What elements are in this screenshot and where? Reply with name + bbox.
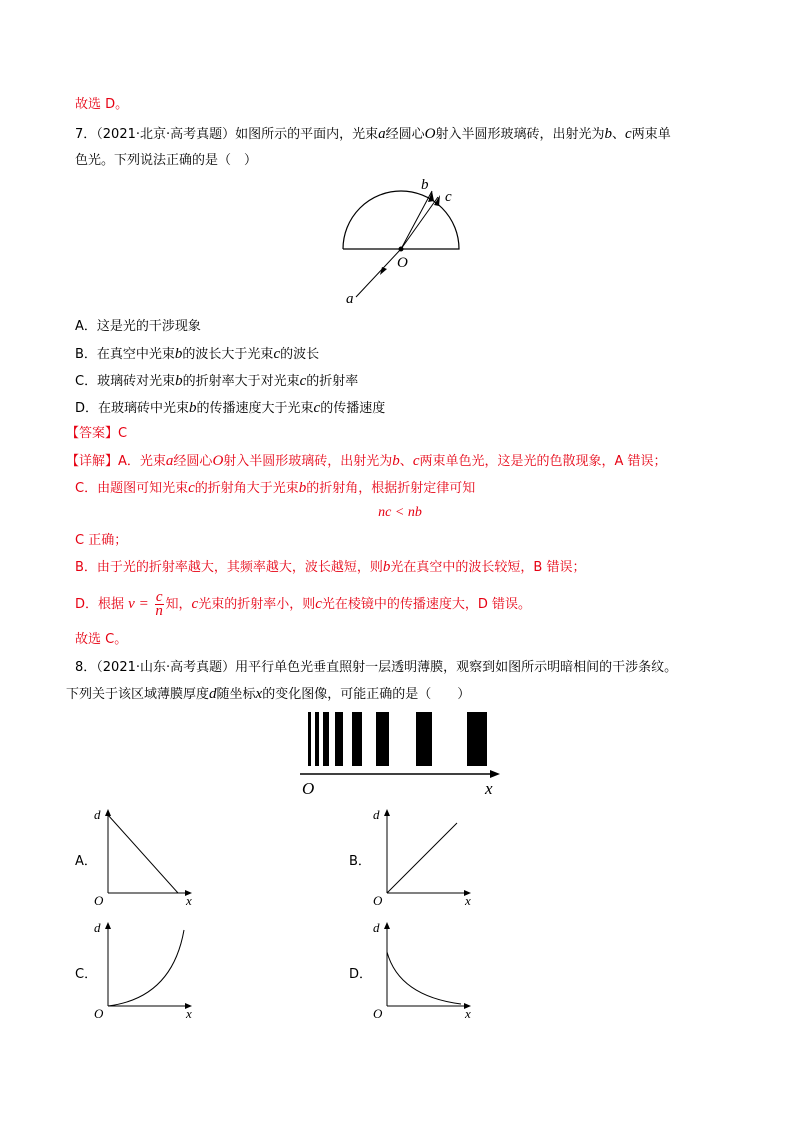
detail-label: 【详解】	[66, 454, 119, 469]
detail-text: 、	[399, 454, 413, 469]
q7-stem-text: 如图所示的平面内，光束	[235, 127, 379, 142]
prev-conclusion: 故选 D。	[75, 97, 129, 112]
fringe	[416, 712, 432, 766]
var-b: b	[392, 453, 400, 469]
ray-b	[401, 191, 432, 249]
q7-stem-text: 、	[612, 127, 626, 142]
option-text: A．这是光的干涉现象	[75, 319, 201, 334]
detail-text: 两束单色光，这是光的色散现象，A 错误；	[419, 454, 667, 469]
label-c: c	[445, 189, 452, 205]
axis-label-x: x	[186, 1006, 192, 1021]
ray-a	[356, 249, 401, 297]
label-b: b	[421, 177, 429, 193]
var-b: b	[175, 373, 183, 389]
detail-text: 经圆心	[173, 454, 213, 469]
var-c: c	[188, 480, 195, 496]
axis-label-x: x	[465, 893, 471, 908]
q8-source: （2021·山东·高考真题）	[96, 660, 236, 675]
axis-label-d: d	[94, 807, 101, 822]
graph-D	[371, 918, 481, 1023]
graph-B-key: B．	[349, 854, 371, 869]
axis-label-d: d	[94, 920, 101, 935]
q8-number: 8．	[75, 660, 97, 675]
graph-A-key: A．	[75, 854, 97, 869]
option-text: 的波长	[280, 347, 320, 362]
var-c: c	[412, 453, 420, 469]
fraction-c-over-n	[155, 591, 164, 618]
var-b: b	[604, 126, 613, 142]
fringe	[376, 712, 389, 766]
y-axis-arrow	[105, 922, 111, 929]
q7-conclusion: 故选 C。	[75, 632, 128, 647]
var-c: c	[313, 400, 321, 416]
var-c: c	[299, 373, 307, 389]
q7-detail-A	[66, 452, 667, 471]
detail-text: C．由题图可知光束	[75, 481, 189, 496]
q8-stem-text: 下列关于该区域薄膜厚度	[66, 687, 210, 702]
label-O: O	[397, 255, 408, 271]
fringe	[352, 712, 362, 766]
q7-option-B	[75, 345, 319, 364]
y-axis-arrow	[105, 809, 111, 816]
graph-D-key: D．	[349, 967, 373, 982]
fringe	[335, 712, 343, 766]
detail-text: D．根据	[75, 597, 125, 612]
origin-label: O	[373, 1006, 383, 1021]
y-axis-arrow	[384, 809, 390, 816]
q8-stem-text: 用平行单色光垂直照射一层透明薄膜，观察到如图所示明暗相间的干涉条纹。	[235, 660, 678, 675]
label-a: a	[346, 291, 354, 307]
detail-text: 知，	[165, 597, 192, 612]
detail-text: 的折射角，根据折射定律可知	[306, 481, 476, 496]
fringe	[315, 712, 319, 766]
option-text: 的折射率大于对光束	[182, 374, 300, 389]
q7-option-C	[75, 372, 358, 391]
graph-B	[371, 805, 481, 910]
var-d: d	[209, 686, 217, 702]
var-O: O	[424, 126, 436, 142]
q8-stem-text: 随坐标	[216, 687, 256, 702]
q7-option-A	[75, 318, 201, 336]
detail-text: 的折射角大于光束	[194, 481, 299, 496]
graph-A	[92, 805, 202, 910]
q8-stem-line2	[66, 685, 470, 704]
fringe	[308, 712, 311, 766]
option-text: B．在真空中光束	[75, 347, 175, 362]
axis-label-d: d	[373, 920, 380, 935]
fraction-numerator: c	[155, 589, 163, 605]
detail-text: 光在棱镜中的传播速度大，D 错误。	[321, 597, 532, 612]
fringe	[467, 712, 487, 766]
semicircle-glass	[343, 191, 459, 249]
q7-option-D	[75, 399, 385, 418]
fraction-denominator: n	[155, 603, 163, 619]
detail-text: 光束的折射率小，则	[198, 597, 316, 612]
center-point-O	[399, 247, 404, 252]
var-b: b	[298, 480, 307, 496]
fringe	[323, 712, 329, 766]
var-c: c	[273, 346, 281, 362]
curve-increasing-line	[387, 823, 457, 893]
q7-detail-D	[75, 591, 531, 618]
detail-text: 射入半圆形玻璃砖，出射光为	[223, 454, 393, 469]
q7-source: （2021·北京·高考真题）	[96, 127, 236, 142]
axis-label-x: x	[186, 893, 192, 908]
ray-c	[401, 197, 438, 249]
q7-formula: nc < nb	[378, 505, 422, 520]
q7-stem-text: 经圆心	[385, 127, 425, 142]
option-text: 的传播速度	[320, 401, 386, 416]
var-x: x	[255, 686, 263, 702]
q7-stem-text: 两束单	[631, 127, 671, 142]
detail-text: B．由于光的折射率越大，其频率越大，波长越短，则	[75, 560, 383, 575]
var-b: b	[174, 346, 183, 362]
origin-label: O	[302, 779, 315, 798]
y-axis-arrow	[384, 922, 390, 929]
option-text: D．在玻璃砖中光束	[75, 401, 190, 416]
axis-label-x: x	[485, 779, 493, 798]
q8-stem-text: 的变化图像，可能正确的是（ ）	[262, 687, 471, 702]
q7-detail-c-correct: C 正确；	[75, 533, 128, 548]
axis-label-d: d	[373, 807, 380, 822]
var-a: a	[165, 453, 174, 469]
x-axis-arrow	[490, 770, 500, 778]
var-c: c	[315, 596, 322, 612]
origin-label: O	[94, 1006, 104, 1021]
q7-detail-C	[75, 479, 475, 498]
q7-stem-line1	[75, 125, 671, 144]
var-b: b	[189, 400, 197, 416]
q7-answer: 【答案】C	[66, 426, 128, 441]
curve-decreasing-line	[108, 815, 178, 893]
q7-figure	[330, 175, 470, 310]
graph-C	[92, 918, 202, 1023]
option-text: 的传播速度大于光束	[196, 401, 314, 416]
q7-detail-B	[75, 558, 585, 577]
origin-label: O	[94, 893, 104, 908]
detail-text: A．光束	[118, 454, 166, 469]
option-text: 的折射率	[306, 374, 359, 389]
origin-label: O	[373, 893, 383, 908]
var-a: a	[378, 126, 386, 142]
detail-text: 光在真空中的波长较短，B 错误；	[390, 560, 586, 575]
ray-a-arrow	[380, 267, 387, 275]
q7-stem-line2: 色光。下列说法正确的是（ ）	[75, 153, 258, 168]
var-c: c	[191, 596, 199, 612]
curve-convex-increasing	[108, 930, 184, 1006]
option-text: 的波长大于光束	[182, 347, 274, 362]
var-c: c	[625, 126, 632, 142]
curve-decaying	[387, 952, 461, 1004]
var-b: b	[382, 559, 391, 575]
graph-C-key: C．	[75, 967, 98, 982]
q8-stem-line1	[75, 659, 677, 677]
option-text: C．玻璃砖对光束	[75, 374, 176, 389]
q8-fringe-figure	[300, 710, 510, 800]
q7-stem-text: 射入半圆形玻璃砖，出射光为	[435, 127, 605, 142]
formula-v: v =	[128, 596, 149, 612]
axis-label-x: x	[465, 1006, 471, 1021]
var-O: O	[212, 453, 224, 469]
q7-number: 7．	[75, 127, 97, 142]
